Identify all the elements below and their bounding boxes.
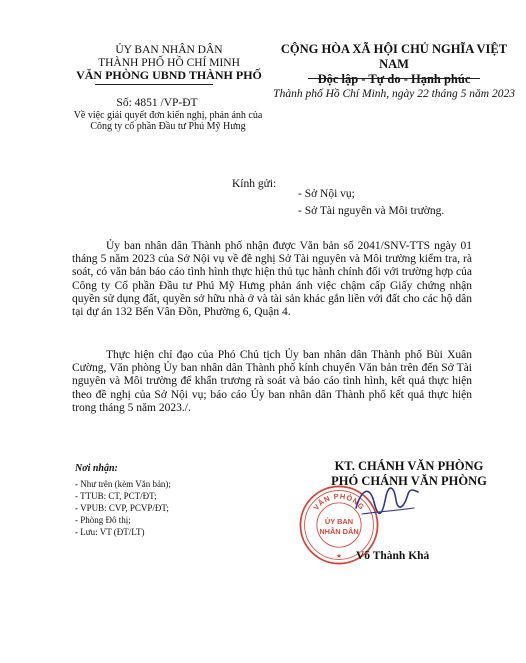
seal-ring-text: VĂN PHÒNG	[311, 491, 367, 512]
signer-name: Võ Thành Khả	[356, 550, 430, 562]
place-and-date: Thành phố Hồ Chí Minh, ngày 22 tháng 5 năm 2023	[273, 88, 515, 100]
paragraph-1-text: Ủy ban nhân dân Thành phố nhận được Văn bản số 2041/SNV-TTS ngày 01 tháng 5 năm 2023 của Sở Nội vụ về đề nghị Sở Tài nguyên và Môi trường kiểm tra, rà soát, có văn bản báo cáo tình hình thực hiện thủ tục hành chính đối với trường hợp của Công ty Cổ phần Đầu tư Phú Mỹ Hưng phản ánh việc chậm cấp Giấy chứng nhận quyền sử dụng đất, quyền sở hữu nhà ở và tài sản khác gắn liền với đất cho các hộ dân tại dự án 132 Bến Vân Đồn, Phường 6, Quận 4.	[72, 240, 472, 319]
recipients-list-title: Nơi nhận:	[75, 463, 118, 474]
salutation-label: Kính gửi:	[232, 178, 277, 190]
recipients-list-item: - TTUB: CT, PCT/ĐT;	[75, 491, 157, 501]
agency-line-1: ỦY BAN NHÂN DÂN	[115, 44, 223, 56]
subject-line-2: Công ty cổ phần Đầu tư Phú Mỹ Hưng	[90, 121, 246, 132]
document-number: Số: 4851 /VP-ĐT	[116, 97, 198, 109]
national-title: CỘNG HÒA XÃ HỘI CHỦ NGHĨA VIỆT NAM	[280, 42, 508, 71]
body-paragraph-2	[72, 349, 472, 415]
national-motto: Độc lập - Tự do - Hạnh phúc	[317, 72, 471, 86]
signing-authority-line-1: KT. CHÁNH VĂN PHÒNG	[334, 459, 484, 473]
recipients-list-item: - Lưu: VT (ĐT/LT)	[75, 527, 145, 537]
recipients-list-item: - Phòng Đô thị;	[75, 515, 131, 525]
body-paragraph-1	[72, 240, 472, 319]
agency-line-3: VĂN PHÒNG UBND THÀNH PHỐ	[76, 68, 262, 82]
recipient-1: - Sở Nội vụ;	[298, 188, 355, 200]
paragraph-2-text: Thực hiện chỉ đạo của Phó Chủ tịch Ủy ban nhân dân Thành phố Bùi Xuân Cường, Văn phòng Ủy ban nhân dân Thành phố kính chuyển Văn bản trên đến Sở Tài nguyên và Môi trường để khẩn trương rà soát và báo cáo tình hình, kết quả thực hiện theo đề nghị của Sở Nội vụ; báo cáo Ủy ban nhân dân Thành phố kết quả thực hiện trong tháng 5 năm 2023./.	[72, 349, 472, 414]
document-subject	[52, 110, 284, 132]
subject-line-1: Về việc giải quyết đơn kiến nghị, phản ánh của	[73, 110, 263, 121]
recipient-2: - Sở Tài nguyên và Môi trường.	[298, 205, 445, 217]
issuing-agency-header	[54, 44, 284, 82]
seal-center-line-1: ỦY BAN	[324, 517, 354, 527]
recipients-list-item: - VPUB: CVP, PCVP/ĐT;	[75, 503, 169, 513]
seal-center-line-2: NHÂN DÂN	[319, 527, 359, 537]
signing-authority-line-2: PHÓ CHÁNH VĂN PHÒNG	[331, 474, 487, 488]
recipients-list-item: - Như trên (kèm Văn bản);	[75, 479, 171, 489]
agency-underline	[95, 84, 213, 85]
svg-text:★: ★	[336, 552, 342, 560]
agency-line-2: THÀNH PHỐ HỒ CHÍ MINH	[98, 56, 240, 69]
motto-underline	[308, 78, 480, 79]
handwritten-signature	[352, 478, 422, 524]
national-motto-header	[266, 42, 522, 87]
